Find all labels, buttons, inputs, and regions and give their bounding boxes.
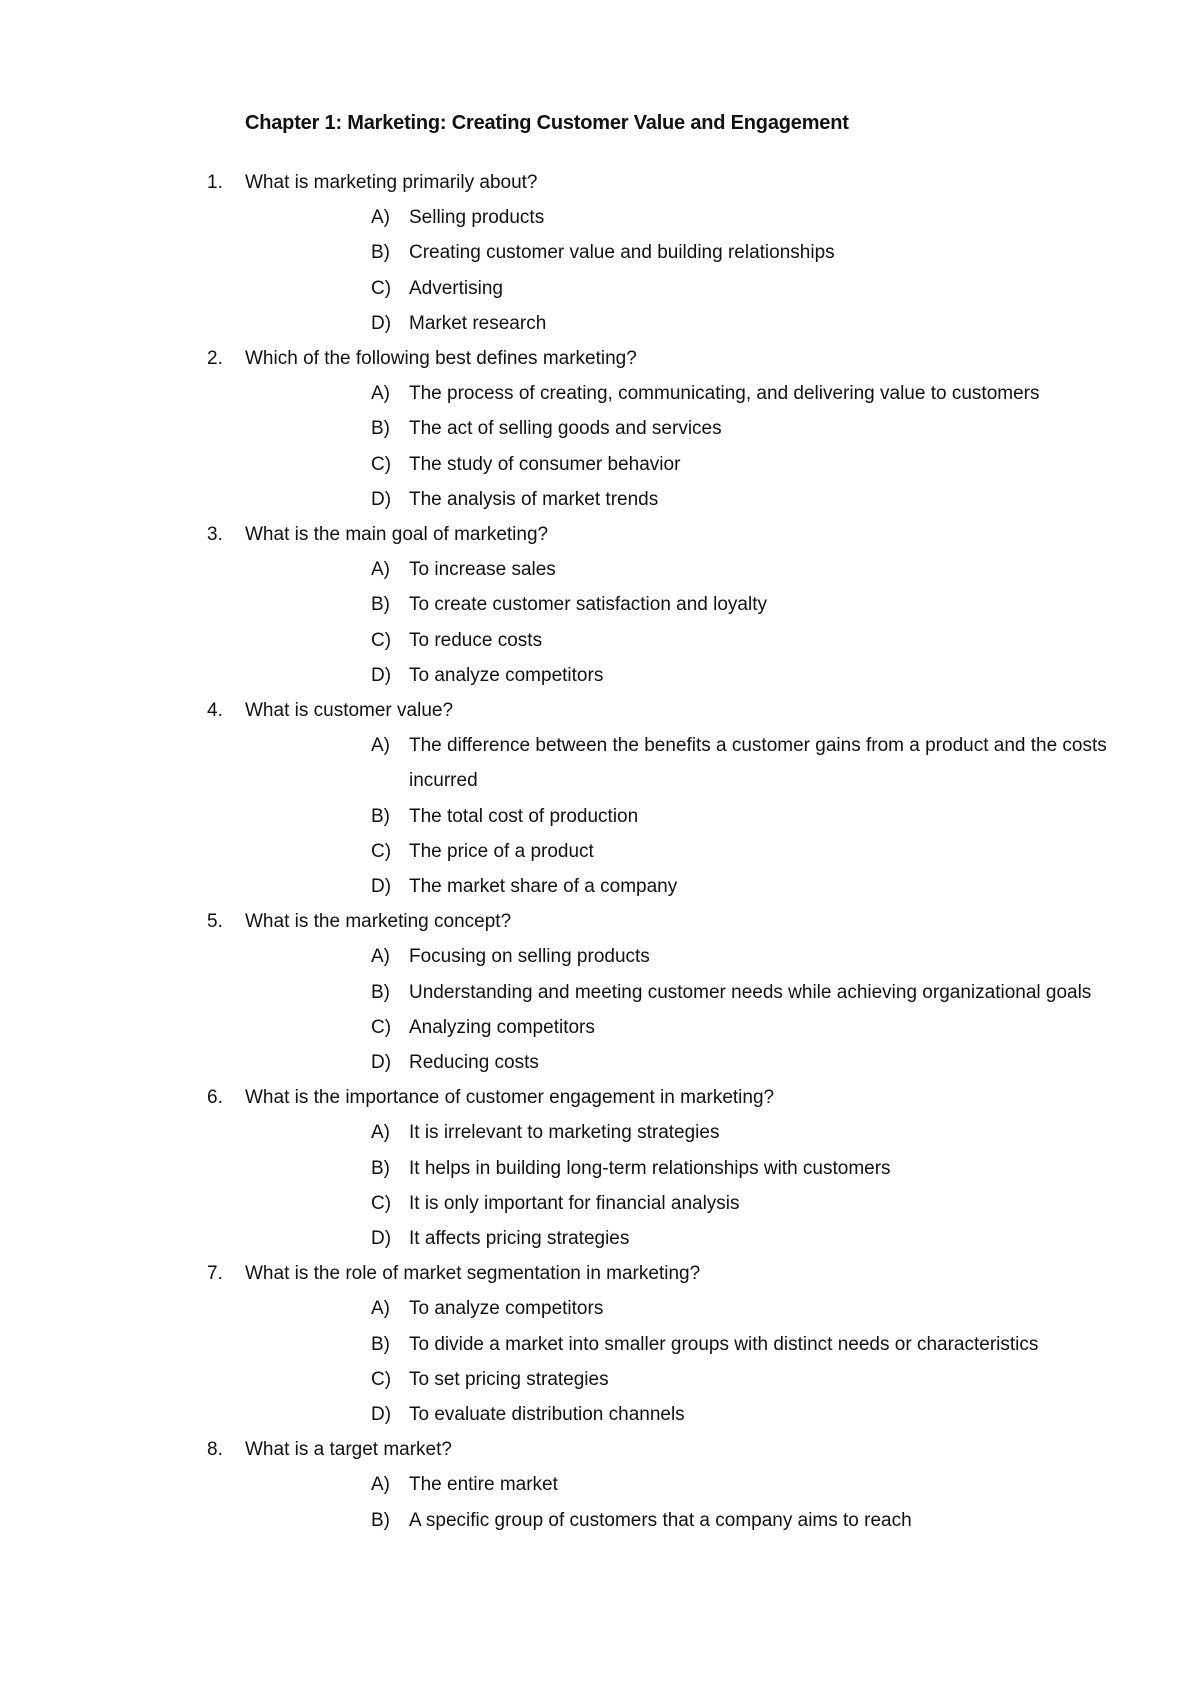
option-text: To divide a market into smaller groups with distinct needs or characteristics xyxy=(409,1333,1039,1355)
question-item xyxy=(0,165,1200,341)
option-text: To analyze competitors xyxy=(409,664,604,686)
option-item xyxy=(0,1467,1200,1502)
option-list xyxy=(0,939,1200,1080)
option-text: It affects pricing strategies xyxy=(409,1228,630,1249)
option-letter: D) xyxy=(371,664,392,686)
question-number: 8. xyxy=(207,1439,223,1461)
option-letter: A) xyxy=(371,383,390,405)
question-number: 6. xyxy=(207,1087,223,1109)
option-text: To create customer satisfaction and loyalty xyxy=(409,594,768,616)
question-list xyxy=(0,165,1200,1538)
option-text: The total cost of production xyxy=(409,805,639,827)
option-item xyxy=(0,869,1200,904)
question-number: 4. xyxy=(207,700,223,721)
question-item xyxy=(0,1256,1200,1432)
question-line xyxy=(0,693,1200,728)
option-list xyxy=(0,1467,1200,1537)
option-letter: C) xyxy=(371,1368,392,1390)
option-item xyxy=(0,411,1200,446)
option-letter: B) xyxy=(371,1333,390,1355)
option-item xyxy=(0,200,1200,235)
option-item xyxy=(0,235,1200,270)
option-item xyxy=(0,834,1200,869)
question-line xyxy=(0,165,1200,200)
question-text: Which of the following best defines marketing? xyxy=(245,348,637,369)
option-list xyxy=(0,1291,1200,1432)
option-letter: C) xyxy=(371,277,392,299)
question-item xyxy=(0,693,1200,904)
option-item xyxy=(0,1362,1200,1397)
option-item xyxy=(0,587,1200,622)
option-text: The price of a product xyxy=(409,840,594,862)
option-item xyxy=(0,1397,1200,1432)
question-text: What is the importance of customer engagement in marketing? xyxy=(245,1087,775,1109)
option-item xyxy=(0,1221,1200,1256)
option-text: It is only important for financial analysis xyxy=(409,1192,740,1214)
option-text: The analysis of market trends xyxy=(409,488,659,510)
option-list xyxy=(0,728,1200,904)
option-item xyxy=(0,447,1200,482)
option-text: The study of consumer behavior xyxy=(409,453,681,475)
question-line xyxy=(0,904,1200,939)
option-letter: D) xyxy=(371,1052,392,1073)
option-item xyxy=(0,306,1200,341)
option-letter: D) xyxy=(371,1404,392,1425)
option-letter: D) xyxy=(371,876,392,897)
option-text: The entire market xyxy=(409,1474,558,1496)
option-letter: C) xyxy=(371,453,392,475)
option-text: To increase sales xyxy=(409,559,556,581)
option-text: Focusing on selling products xyxy=(409,946,650,968)
option-text: Market research xyxy=(409,312,547,334)
option-list xyxy=(0,552,1200,693)
option-text: The market share of a company xyxy=(409,876,678,897)
option-item xyxy=(0,623,1200,658)
option-letter: A) xyxy=(371,207,390,229)
option-letter: A) xyxy=(371,946,390,968)
option-item xyxy=(0,1115,1200,1150)
question-text: What is marketing primarily about? xyxy=(245,172,538,193)
option-text: A specific group of customers that a company aims to reach xyxy=(409,1509,912,1531)
question-text: What is customer value? xyxy=(245,700,454,721)
option-item xyxy=(0,1327,1200,1362)
question-line xyxy=(0,517,1200,552)
option-list xyxy=(0,376,1200,517)
option-item xyxy=(0,376,1200,411)
option-letter: A) xyxy=(371,1298,390,1320)
question-number: 3. xyxy=(207,524,223,545)
option-letter: A) xyxy=(371,1122,390,1144)
question-text: What is the marketing concept? xyxy=(245,911,512,933)
question-text: What is the role of market segmentation in marketing? xyxy=(245,1263,701,1285)
option-letter: C) xyxy=(371,840,392,862)
option-item xyxy=(0,1186,1200,1221)
question-line xyxy=(0,1080,1200,1115)
option-text: Analyzing competitors xyxy=(409,1016,595,1038)
option-letter: B) xyxy=(371,1509,390,1531)
option-text: Advertising xyxy=(409,277,503,299)
option-letter: D) xyxy=(371,1228,392,1249)
option-list xyxy=(0,200,1200,341)
option-item xyxy=(0,1291,1200,1326)
option-text: Reducing costs xyxy=(409,1052,539,1073)
option-text: Creating customer value and building relationships xyxy=(409,242,835,264)
option-letter: C) xyxy=(371,1016,392,1038)
option-letter: A) xyxy=(371,735,390,757)
question-item xyxy=(0,341,1200,517)
question-text: What is a target market? xyxy=(245,1439,452,1461)
option-item xyxy=(0,1045,1200,1080)
option-text: It is irrelevant to marketing strategies xyxy=(409,1122,720,1144)
option-letter: C) xyxy=(371,1192,392,1214)
option-item xyxy=(0,728,1200,798)
option-letter: A) xyxy=(371,559,390,581)
option-item xyxy=(0,658,1200,693)
option-letter: B) xyxy=(371,805,390,827)
question-text: What is the main goal of marketing? xyxy=(245,524,549,545)
option-text: To set pricing strategies xyxy=(409,1368,609,1390)
option-text: The process of creating, communicating, and delivering value to customers xyxy=(409,383,1040,405)
option-letter: B) xyxy=(371,242,390,264)
option-text: Selling products xyxy=(409,207,545,229)
question-line xyxy=(0,1256,1200,1291)
question-item xyxy=(0,904,1200,1080)
option-text: The difference between the benefits a customer gains from a product and the costs incurred xyxy=(409,735,1107,792)
option-letter: B) xyxy=(371,1157,390,1179)
question-number: 2. xyxy=(207,348,223,369)
question-number: 1. xyxy=(207,172,223,193)
option-item xyxy=(0,1010,1200,1045)
option-text: To evaluate distribution channels xyxy=(409,1404,685,1425)
option-item xyxy=(0,1503,1200,1538)
question-line xyxy=(0,1432,1200,1467)
option-letter: B) xyxy=(371,418,390,440)
option-text: The act of selling goods and services xyxy=(409,418,722,440)
option-text: To reduce costs xyxy=(409,629,543,651)
document-title: Chapter 1: Marketing: Creating Customer Value and Engagement xyxy=(245,112,849,134)
option-letter: A) xyxy=(371,1474,390,1496)
option-letter: B) xyxy=(371,594,390,616)
option-item xyxy=(0,552,1200,587)
option-letter: B) xyxy=(371,981,390,1003)
question-number: 7. xyxy=(207,1263,223,1285)
question-line xyxy=(0,341,1200,376)
option-item xyxy=(0,939,1200,974)
question-item xyxy=(0,1080,1200,1256)
option-text: Understanding and meeting customer needs while achieving organizational goals xyxy=(409,981,1092,1003)
option-item xyxy=(0,1151,1200,1186)
option-text: It helps in building long-term relationships with customers xyxy=(409,1157,891,1179)
option-item xyxy=(0,799,1200,834)
option-letter: D) xyxy=(371,488,392,510)
option-letter: C) xyxy=(371,629,392,651)
option-list xyxy=(0,1115,1200,1256)
option-item xyxy=(0,271,1200,306)
option-item xyxy=(0,975,1200,1010)
option-text: To analyze competitors xyxy=(409,1298,604,1320)
option-letter: D) xyxy=(371,312,392,334)
option-item xyxy=(0,482,1200,517)
question-item xyxy=(0,1432,1200,1538)
question-item xyxy=(0,517,1200,693)
question-number: 5. xyxy=(207,911,223,933)
